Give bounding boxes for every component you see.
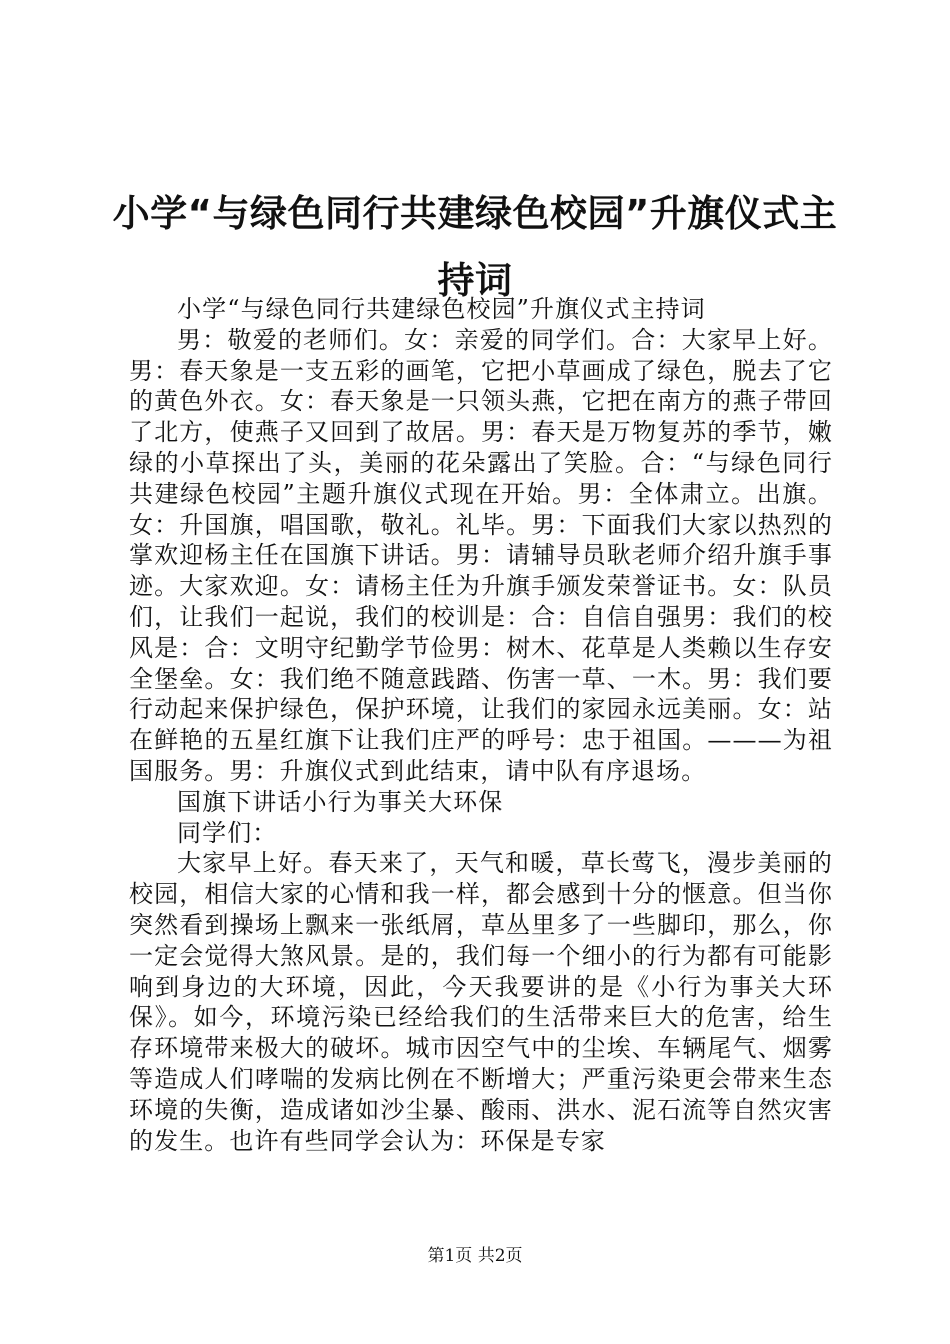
paragraph-greeting: 同学们： bbox=[177, 818, 278, 847]
document-body bbox=[129, 294, 833, 1156]
page-footer: 第1页 共2页 bbox=[427, 1246, 523, 1266]
paragraph-speech-body: 大家早上好。春天来了，天气和暖，草长莺飞，漫步美丽的校园，相信大家的心情和我一样，都会感到十分的惬意。但当你突然看到操场上飘来一张纸屑，草丛里多了一些脚印，那么，你一定会觉得大煞风景。是的，我们每一个细小的行为都有可能影响到身边的大环境，因此，今天我要讲的是《小行为事关大环保》。如今，环境污染已经给我们的生活带来巨大的危害，给生存环境带来极大的破坏。城市因空气中的尘埃、车辆尾气、烟雾等造成人们哮喘的发病比例在不断增大；严重污染更会带来生态环境的失衡，造成诸如沙尘暴、酸雨、洪水、泥石流等自然灾害的发生。也许有些同学会认为：环保是专家 bbox=[129, 849, 833, 1155]
document-title: 小学“与绿色同行共建绿色校园”升旗仪式主持词 bbox=[112, 192, 838, 302]
paragraph-repeated-title: 小学“与绿色同行共建绿色校园”升旗仪式主持词 bbox=[177, 295, 706, 323]
paragraph-speech-heading: 国旗下讲话小行为事关大环保 bbox=[177, 787, 504, 816]
paragraph-host-script: 男：敬爱的老师们。女：亲爱的同学们。合：大家早上好。男：春天象是一支五彩的画笔，它把小草画成了绿色，脱去了它的黄色外衣。女：春天象是一只领头燕，它把在南方的燕子带回了北方，使燕子又回到了故居。男：春天是万物复苏的季节，嫩绿的小草探出了头，美丽的花朵露出了笑脸。合：“与绿色同行共建绿色校园”主题升旗仪式现在开始。男：全体肃立。出旗。女：升国旗，唱国歌，敬礼。礼毕。男：下面我们大家以热烈的掌欢迎杨主任在国旗下讲话。男：请辅导员耿老师介绍升旗手事迹。大家欢迎。女：请杨主任为升旗手颁发荣誉证书。女：队员们，让我们一起说，我们的校训是：合：自信自强男：我们的校风是：合：文明守纪勤学节俭男：树木、花草是人类赖以生存安全堡垒。女：我们绝不随意践踏、伤害一草、一木。男：我们要行动起来保护绿色，保护环境，让我们的家园永远美丽。女：站在鲜艳的五星红旗下让我们庄严的呼号：忠于祖国。———为祖国服务。男：升旗仪式到此结束，请中队有序退场。 bbox=[129, 325, 833, 785]
